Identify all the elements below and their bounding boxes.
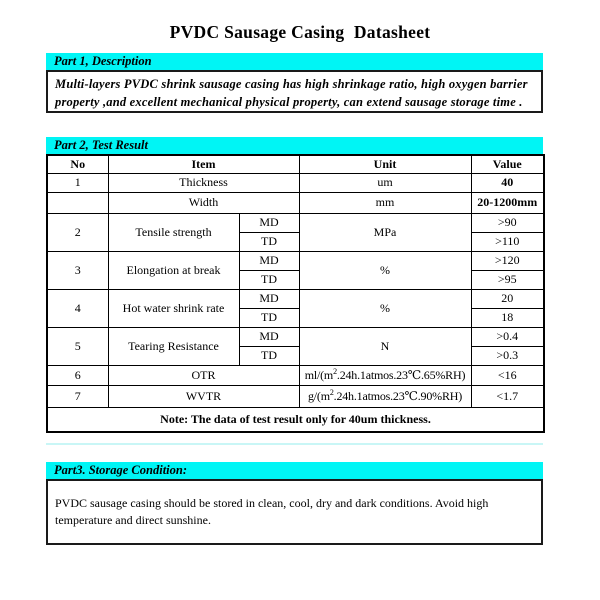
row-otr: [47, 365, 544, 385]
cell-value: <16: [471, 365, 544, 385]
description-line-2: property ,and excellent mechanical physical property, can extend sausage storage time .: [55, 95, 523, 109]
cell-md-value: >90: [471, 213, 544, 232]
cell-item: WVTR: [108, 385, 299, 407]
cell-td-value: >110: [471, 232, 544, 251]
cell-unit: %: [299, 289, 471, 327]
row-tearing-md: [47, 327, 544, 346]
part1-description-box: [46, 70, 543, 113]
row-tensile-md: [47, 213, 544, 232]
cell-unit: mm: [299, 192, 471, 213]
cell-no: 7: [47, 385, 108, 407]
cell-td: TD: [239, 270, 299, 289]
cell-td: TD: [239, 232, 299, 251]
page-title: PVDC Sausage Casing Datasheet: [169, 22, 431, 42]
cell-md: MD: [239, 289, 299, 308]
cell-unit: %: [299, 251, 471, 289]
cell-md: MD: [239, 327, 299, 346]
cell-md-value: >120: [471, 251, 544, 270]
description-line-1: Multi-layers PVDC shrink sausage casing has high shrinkage ratio, high oxygen barrier: [55, 77, 528, 91]
cell-td-value: >95: [471, 270, 544, 289]
cell-item: Hot water shrink rate: [108, 289, 239, 327]
cell-md-value: >0.4: [471, 327, 544, 346]
cell-td-value: >0.3: [471, 346, 544, 365]
part2-section-header: Part 2, Test Result: [46, 137, 543, 154]
cell-no: 5: [47, 327, 108, 365]
cell-no: 1: [47, 173, 108, 192]
row-wvtr: [47, 385, 544, 407]
col-header-value: Value: [471, 155, 544, 173]
cell-no: 3: [47, 251, 108, 289]
cell-md-value: 20: [471, 289, 544, 308]
cell-value: 20-1200mm: [471, 192, 544, 213]
cell-item: Elongation at break: [108, 251, 239, 289]
cell-td-value: 18: [471, 308, 544, 327]
cell-no: 2: [47, 213, 108, 251]
table-note: Note: The data of test result only for 40um thickness.: [47, 407, 544, 432]
part3-section-header: Part3. Storage Condition:: [46, 462, 543, 479]
cell-unit: um: [299, 173, 471, 192]
cell-no: 6: [47, 365, 108, 385]
cell-td: TD: [239, 308, 299, 327]
cell-item: Thickness: [108, 173, 299, 192]
col-header-item: Item: [108, 155, 299, 173]
cell-td: TD: [239, 346, 299, 365]
storage-line-2: temperature and direct sunshine.: [55, 513, 211, 527]
cell-unit: $ml/(m^2.24h.1atmos.23℃.65\%RH)$: [299, 365, 471, 385]
col-header-no: No: [47, 155, 108, 173]
cell-unit: N: [299, 327, 471, 365]
row-elongation-md: [47, 251, 544, 270]
cell-md: MD: [239, 251, 299, 270]
storage-line-1: PVDC sausage casing should be stored in clean, cool, dry and dark conditions. Avoid high: [55, 496, 489, 510]
row-shrink-md: [47, 289, 544, 308]
cell-item: Tearing Resistance: [108, 327, 239, 365]
col-header-unit: Unit: [299, 155, 471, 173]
cell-value: 40: [471, 173, 544, 192]
cell-unit: $g/(m^2.24h.1atmos.23℃.90\%RH)$: [299, 385, 471, 407]
cell-no: [47, 192, 108, 213]
row-thickness: [47, 173, 544, 192]
part3-storage-box: [46, 479, 543, 545]
cell-item: Tensile strength: [108, 213, 239, 251]
table-header-row: [47, 155, 544, 173]
test-result-table: [46, 154, 545, 433]
cell-unit: MPa: [299, 213, 471, 251]
table-note-row: [47, 407, 544, 432]
cell-item: OTR: [108, 365, 299, 385]
cell-no: 4: [47, 289, 108, 327]
cell-value: <1.7: [471, 385, 544, 407]
cell-item: Width: [108, 192, 299, 213]
test-result-table-wrap: [46, 154, 543, 433]
row-width: [47, 192, 544, 213]
cell-md: MD: [239, 213, 299, 232]
part1-section-header: Part 1, Description: [46, 53, 543, 70]
faint-divider-rule: [46, 443, 543, 445]
